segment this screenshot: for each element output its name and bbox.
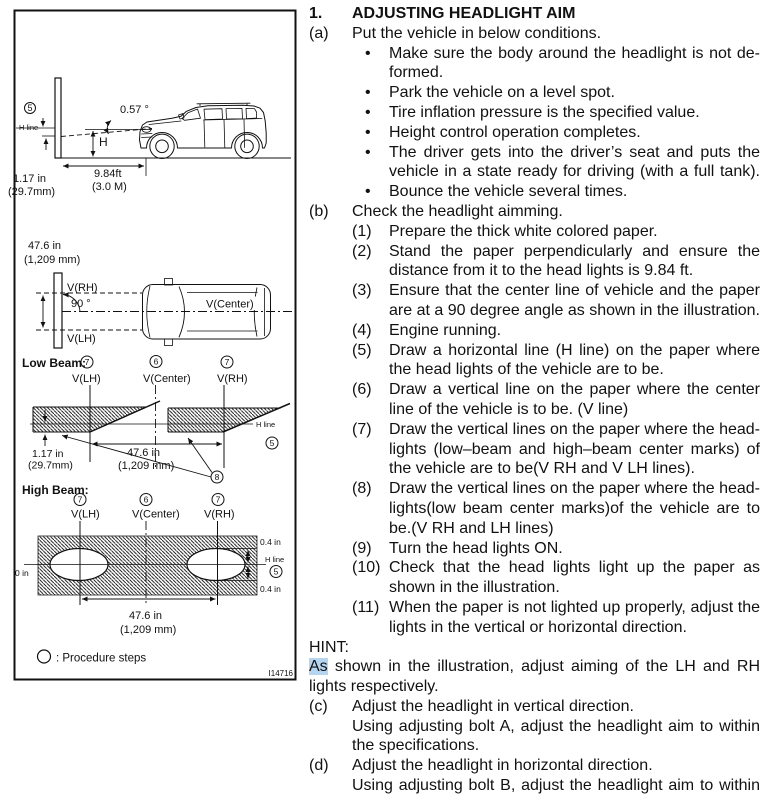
list-marker: • xyxy=(365,103,371,121)
text-line xyxy=(352,44,760,64)
low-beam-title: Low Beam: xyxy=(22,356,87,370)
line-text: lights(low beam center marks)of the vehicle are to xyxy=(389,499,760,517)
text-line xyxy=(352,182,760,202)
line-text: Put the vehicle in below conditions. xyxy=(352,24,602,42)
line-text: lights in the vertical or horizontal direction. xyxy=(389,618,687,636)
low-width-label-mm: (1,209 mm) xyxy=(118,460,175,472)
line-text: Adjust the headlight in vertical direction. xyxy=(352,697,634,715)
line-text: Height control operation completes. xyxy=(389,123,641,141)
text-line xyxy=(389,578,760,598)
h-line-label: H line xyxy=(19,123,39,132)
line-text: As shown in the illustration, adjust aiming of the LH and RH xyxy=(309,658,760,676)
step-number: 6 xyxy=(143,494,149,505)
text-line xyxy=(389,360,760,380)
text-line xyxy=(309,638,760,658)
line-text: When the paper is not lighted up properly, adjust the xyxy=(389,598,760,616)
text-line xyxy=(389,618,760,638)
line-text: ADJUSTING HEADLIGHT AIM xyxy=(352,5,576,22)
list-marker: • xyxy=(365,143,371,161)
text-line xyxy=(352,143,760,163)
distance-dim-label: 9.84ft xyxy=(94,168,122,180)
list-marker: (d) xyxy=(309,757,329,775)
high-h-line-label: H line xyxy=(265,555,285,564)
step-number: 7 xyxy=(84,357,90,367)
line-text: are at a 90 degree angle as shown in the illustration. xyxy=(389,301,760,319)
list-marker: (5) xyxy=(352,341,372,359)
low-h-line-label: H line xyxy=(256,420,276,429)
list-marker: (3) xyxy=(352,282,372,300)
line-text: Tire inflation pressure is the specified value. xyxy=(389,103,700,121)
text-line xyxy=(352,341,760,361)
line-text: Park the vehicle on a level spot. xyxy=(389,84,615,102)
line-text: Draw a vertical line on the paper where the center xyxy=(389,381,760,399)
text-line xyxy=(389,400,760,420)
list-marker: (7) xyxy=(352,420,372,438)
step-number: 6 xyxy=(153,356,159,367)
angle-label: 0.57 ° xyxy=(120,104,149,116)
ninety-degree-label: 90 ° xyxy=(71,298,91,310)
high-vrh-label: V(RH) xyxy=(204,508,235,521)
list-marker: (9) xyxy=(352,539,372,557)
text-line xyxy=(352,321,760,341)
low-vcenter-label: V(Center) xyxy=(143,373,191,385)
step-number: 5 xyxy=(269,438,275,448)
text-line xyxy=(389,499,760,519)
text-line xyxy=(352,558,760,578)
line-text: Draw the vertical lines on the paper where the head- xyxy=(389,420,760,438)
text-line xyxy=(352,83,760,103)
text-line xyxy=(389,519,760,539)
list-marker: (4) xyxy=(352,321,372,339)
line-text: HINT: xyxy=(309,638,349,656)
text-line xyxy=(352,479,760,499)
zero-in-label: 0 in xyxy=(15,568,29,578)
list-marker: • xyxy=(365,44,371,62)
offset-dim-label: 1.17 in xyxy=(13,173,47,185)
step-number: 7 xyxy=(215,494,221,505)
line-text: Make sure the body around the headlight is not de- xyxy=(389,44,760,62)
text-line xyxy=(352,222,760,242)
text-line xyxy=(389,459,760,479)
v-center-label: V(Center) xyxy=(206,298,254,311)
low-width-label: 47.6 in xyxy=(127,447,161,459)
step-number: 7 xyxy=(224,357,230,367)
step-number: 5 xyxy=(273,566,279,577)
figure-id: I14716 xyxy=(268,669,293,678)
high-width-label-mm: (1,209 mm) xyxy=(120,624,177,636)
line-text: Stand the paper perpendicularly and ensure the xyxy=(389,242,760,260)
line-text: The driver gets into the driver’s seat and puts the xyxy=(389,143,760,161)
line-text: be.(V RH and LH lines) xyxy=(389,519,554,537)
line-text: Check the headlight aimming. xyxy=(352,202,563,220)
top-width-label: 47.6 in xyxy=(28,240,62,252)
line-text: Adjust the headlight in horizontal direction. xyxy=(352,757,653,775)
list-marker: (a) xyxy=(309,24,329,42)
offset-dim-label-mm: (29.7mm) xyxy=(8,186,56,198)
text-line xyxy=(352,736,760,756)
low-offset-label: 1.17 in xyxy=(32,448,64,460)
line-text: Check that the head lights light up the paper as xyxy=(389,559,760,577)
low-vlh-label: V(LH) xyxy=(72,373,101,385)
text-line xyxy=(309,24,760,44)
list-marker: • xyxy=(365,123,371,141)
list-marker: • xyxy=(365,183,371,201)
above-label: 0.4 in xyxy=(260,537,281,547)
line-text: Bounce the vehicle several times. xyxy=(389,183,628,201)
list-marker: (10) xyxy=(352,559,381,577)
text-line xyxy=(389,440,760,460)
list-marker: (1) xyxy=(352,222,372,240)
line-text: lights respectively. xyxy=(309,678,439,696)
list-marker: (8) xyxy=(352,480,372,498)
line-text: lights (low–beam and high–beam center marks) of xyxy=(389,440,760,458)
low-vrh-label: V(RH) xyxy=(217,373,248,385)
line-text: Ensure that the center line of vehicle and the paper xyxy=(389,282,760,300)
list-marker: 1. xyxy=(309,5,323,22)
step-number: 7 xyxy=(77,494,83,505)
high-vlh-label: V(LH) xyxy=(71,508,100,521)
line-text: distance from it to the head lights is 9.84 ft. xyxy=(389,262,694,280)
list-marker: (b) xyxy=(309,202,329,220)
legend-label: : Procedure steps xyxy=(56,652,147,665)
line-text: Turn the head lights ON. xyxy=(389,539,563,557)
high-beam-title: High Beam: xyxy=(22,483,89,497)
high-width-label: 47.6 in xyxy=(129,610,163,622)
text-line xyxy=(309,756,760,776)
line-text: Engine running. xyxy=(389,321,502,339)
distance-dim-label-m: (3.0 M) xyxy=(92,181,127,193)
line-text: the head lights of the vehicle are to be. xyxy=(389,361,664,379)
line-text: Prepare the thick white colored paper. xyxy=(389,222,658,240)
text-line xyxy=(389,63,760,83)
text-line xyxy=(352,380,760,400)
line-text: the vehicle are to be(V RH and V LH lines). xyxy=(389,460,695,478)
text-line xyxy=(352,598,760,618)
list-marker: (c) xyxy=(309,697,328,715)
text-line xyxy=(352,539,760,559)
below-label: 0.4 in xyxy=(260,584,281,594)
v-lh-label: V(LH) xyxy=(67,333,96,345)
text-line xyxy=(352,242,760,262)
text-line xyxy=(309,202,760,222)
line-text: the specifications. xyxy=(352,737,480,755)
list-marker: (6) xyxy=(352,381,372,399)
text-line xyxy=(389,162,760,182)
step-number: 8 xyxy=(214,472,220,482)
line-text: Using adjusting bolt A, adjust the headlight aim to within xyxy=(352,717,760,735)
h-label: H xyxy=(99,135,108,149)
line-text: vehicle in a state ready for driving (with a full tank). xyxy=(389,163,760,181)
text-line xyxy=(352,717,760,737)
list-marker: • xyxy=(365,84,371,102)
text-line xyxy=(389,301,760,321)
text-line xyxy=(352,281,760,301)
line-text: Draw the vertical lines on the paper where the head- xyxy=(389,480,760,498)
low-offset-label-mm: (29.7mm) xyxy=(28,459,73,472)
list-marker: (2) xyxy=(352,242,372,260)
text-line xyxy=(309,4,760,24)
line-text: Using adjusting bolt B, adjust the headlight aim to within xyxy=(352,777,760,795)
list-marker: (11) xyxy=(352,598,380,616)
top-width-label-mm: (1,209 mm) xyxy=(24,254,81,266)
line-text: formed. xyxy=(389,64,444,82)
highlighted-text: As xyxy=(309,658,328,676)
text-line xyxy=(352,776,760,796)
text-line xyxy=(309,677,760,697)
procedure-text-column xyxy=(309,4,760,796)
step-5-number: 5 xyxy=(27,103,33,114)
line-text: line of the vehicle is to be. (V line) xyxy=(389,400,629,418)
text-line xyxy=(352,103,760,123)
line-text: shown in the illustration. xyxy=(389,579,560,597)
text-line xyxy=(352,420,760,440)
line-text: Draw a horizontal line (H line) on the paper where xyxy=(389,341,760,359)
text-line xyxy=(309,697,760,717)
text-line xyxy=(309,657,760,677)
text-line xyxy=(352,123,760,143)
v-rh-label: V(RH) xyxy=(67,282,98,294)
high-vcenter-label: V(Center) xyxy=(132,508,180,521)
text-line xyxy=(389,261,760,281)
